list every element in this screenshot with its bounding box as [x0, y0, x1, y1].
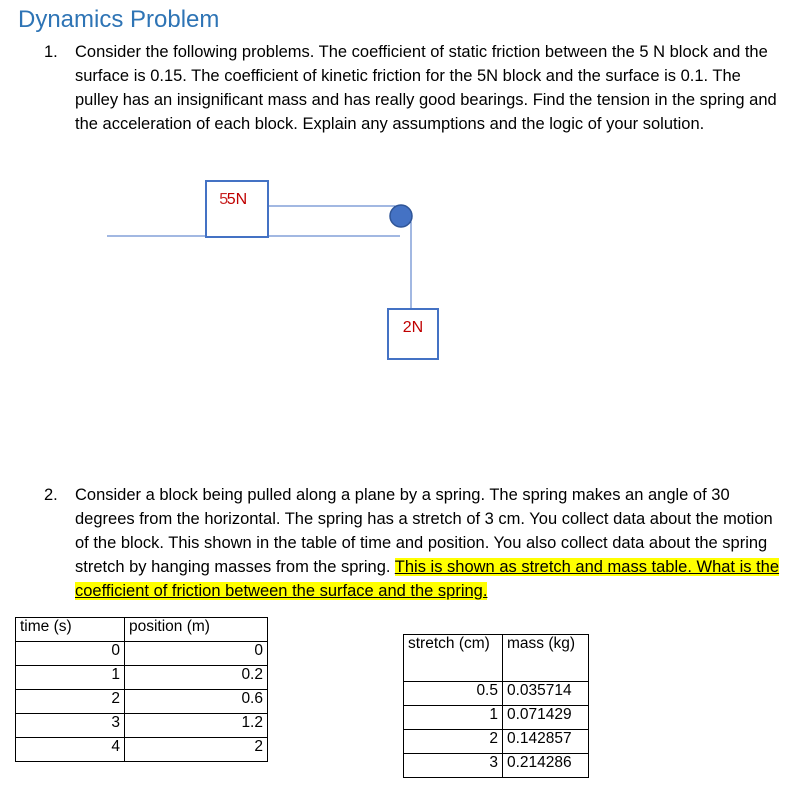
table-cell: 3 [16, 714, 125, 738]
table-cell: 2 [125, 738, 268, 762]
problem-2-body [75, 483, 784, 603]
table-cell: 1.2 [125, 714, 268, 738]
pulley [390, 205, 412, 227]
block-2n-label: 2N [402, 319, 424, 336]
stretch-mass-table [403, 634, 589, 778]
table-row [16, 690, 268, 714]
table-header-cell: stretch (cm) [404, 635, 503, 682]
block-5n-overlap: 5 [219, 191, 229, 208]
table-cell: 0.5 [404, 682, 503, 706]
table-header-cell: position (m) [125, 618, 268, 642]
table-header-cell: time (s) [16, 618, 125, 642]
page-title: Dynamics Problem [18, 6, 220, 33]
table-cell: 2 [16, 690, 125, 714]
table-row [404, 706, 589, 730]
table-cell: 3 [404, 754, 503, 778]
table-cell: 0.142857 [503, 730, 589, 754]
table-cell: 0.214286 [503, 754, 589, 778]
problem-1 [44, 40, 784, 136]
table-header-row [404, 635, 589, 682]
table-header-row [16, 618, 268, 642]
problem-2 [44, 483, 784, 603]
block-2n [387, 308, 439, 360]
problem-2-number: 2. [44, 486, 58, 504]
problem-1-text: Consider the following problems. The coefficient of static friction between the 5 N block and the surface is 0.15. The coefficient of kinetic friction for the 5N block and the surface is 0.1. The pulley has an insignificant mass and has really good bearings. Find the tension in the spring and the acceleration of each block. Explain any assumptions and the logic of your solution. [75, 43, 777, 133]
table-cell: 2 [404, 730, 503, 754]
problem-2-highlight: This is shown as stretch and mass table. What is the coefficient of friction between the surface and the spring. [75, 558, 780, 600]
table-cell: 0 [125, 642, 268, 666]
table-row [404, 754, 589, 778]
table-row [404, 730, 589, 754]
table-row [16, 642, 268, 666]
time-position-table [15, 617, 268, 762]
table-cell: 0.035714 [503, 682, 589, 706]
table-cell: 0 [16, 642, 125, 666]
table-cell: 0.6 [125, 690, 268, 714]
table-row [16, 714, 268, 738]
table-row [16, 738, 268, 762]
table-cell: 1 [16, 666, 125, 690]
table-header-cell: mass (kg) [503, 635, 589, 682]
problem-1-number: 1. [44, 43, 58, 61]
table-cell: 0.2 [125, 666, 268, 690]
problem-2-text: Consider a block being pulled along a plane by a spring. The spring makes an angle of 30 degrees from the horizontal. The spring has a stretch of 3 cm. You collect data about the motion of the block. This shown in the table of time and position. You also collect data about the spring stretch by hanging masses from the spring. [75, 486, 773, 576]
table-cell: 1 [404, 706, 503, 730]
table-cell: 0.071429 [503, 706, 589, 730]
table-row [404, 682, 589, 706]
block-5n [205, 180, 269, 238]
table-cell: 4 [16, 738, 125, 762]
table-row [16, 666, 268, 690]
block-5n-label: 5N [226, 191, 248, 208]
